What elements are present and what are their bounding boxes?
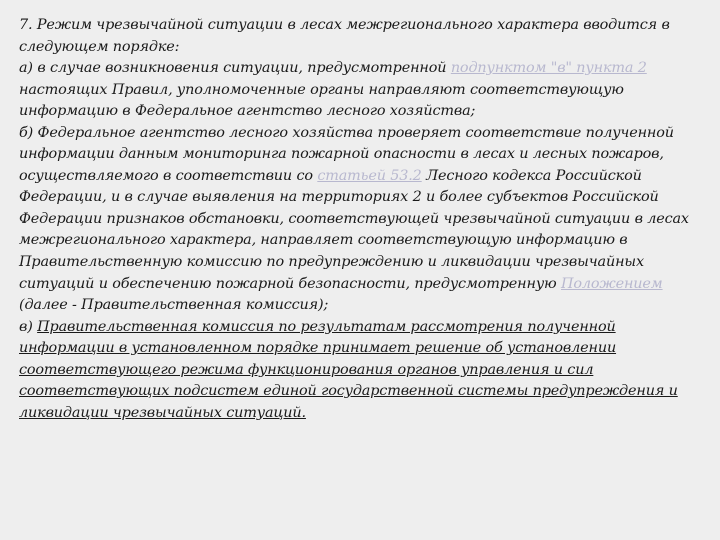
item-b (19, 123, 714, 317)
item-a-text-after: настоящих Правил, уполномоченные органы направляют соответствующую информацию в Федеральное агентство лесного хозяйства; (19, 81, 624, 120)
item-c-underlined-text: Правительственная комиссия по результатам рассмотрения полученной информации в установленном порядке принимает решение об установлении соответствующего режима функционирования органов управления и сил соответствующих подсистем единой государственной системы предупреждения и ликвидации чрезвычайных ситуаций. (19, 318, 678, 421)
item-b-text-before: б) Федеральное агентство лесного хозяйства проверяет соответствие полученной информации данным мониторинга пожарной опасности в лесах и лесных пожаров, осуществляемого в соответствии со (19, 124, 674, 184)
intro-text: 7. Режим чрезвычайной ситуации в лесах межрегионального характера вводится в следующем порядке: (19, 17, 670, 55)
regulation-link[interactable]: Положением (560, 275, 663, 292)
document-text (19, 15, 714, 424)
item-a (19, 58, 714, 123)
item-c (19, 317, 714, 425)
item-b-text-middle: Лесного кодекса Российской Федерации, и в случае выявления на территориях 2 и более субъектов Российской Федерации признаков обстановки, соответствующей чрезвычайной ситуации в лесах межрегионального характера, направляет соответствующую информацию в Правительственную комиссию по предупреждению и ликвидации чрезвычайных ситуаций и обеспечению пожарной безопасности, предусмотренную (19, 167, 689, 292)
item-b-text-after: (далее - Правительственная комиссия); (19, 297, 329, 314)
item-c-prefix: в) (19, 318, 38, 335)
paragraph-intro (19, 15, 714, 58)
item-a-text-before: а) в случае возникновения ситуации, предусмотренной (19, 60, 451, 77)
article-link[interactable]: статьей 53.2 (317, 167, 422, 184)
subclause-link[interactable]: подпунктом "в" пункта 2 (450, 60, 647, 77)
